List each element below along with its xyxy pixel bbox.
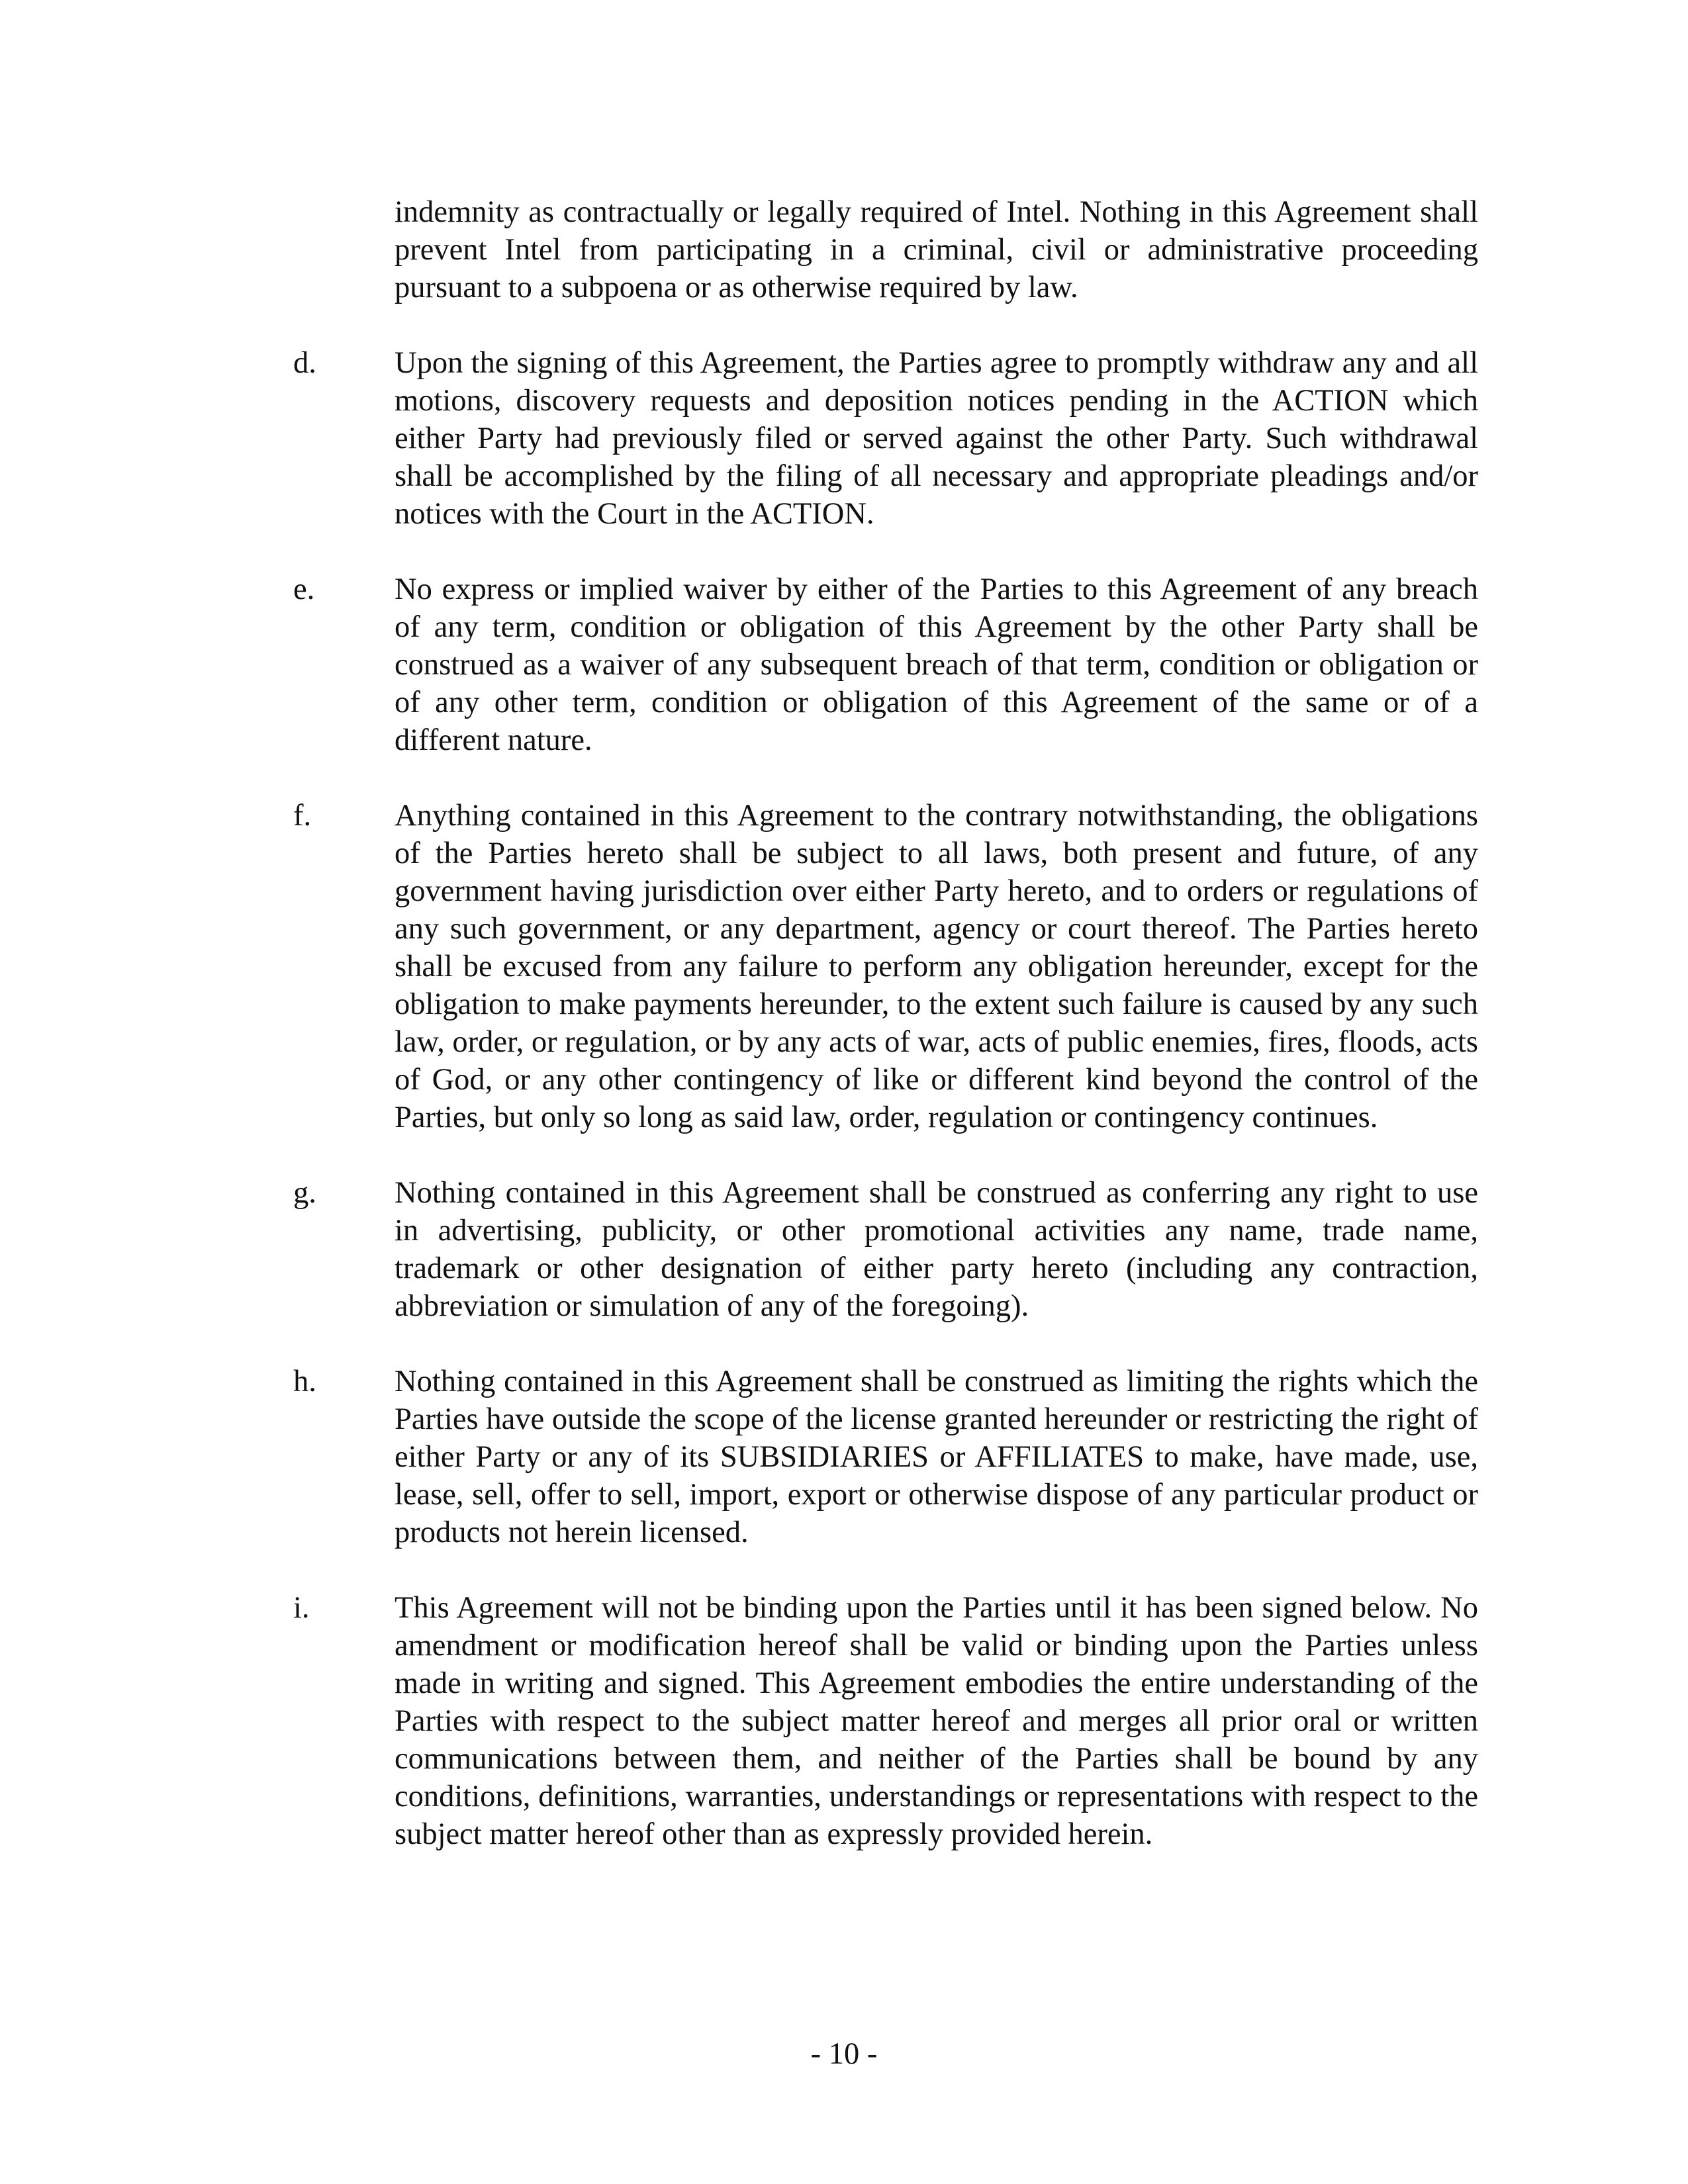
page-number: - 10 - xyxy=(810,2037,878,2071)
clause-text: Anything contained in this Agreement to the contrary notwithstanding, the obligations of the Parties hereto shall be subject to all laws, both present and future, of any government having jurisdiction over either Party hereto, and to orders or regulations of any such government, or any department, agency or court thereof. The Parties hereto shall be excused from any failure to perform any obligation hereunder, except for the obligation to make payments hereunder, to the extent such failure is caused by any such law, order, or regulation, or by any acts of war, acts of public enemies, fires, floods, acts of God, or any other contingency of like or different kind beyond the control of the Parties, but only so long as said law, order, regulation or contingency continues. xyxy=(395,799,1479,1134)
continuation-text: indemnity as contractually or legally required of Intel. Nothing in this Agreement shall prevent Intel from participating in a criminal, civil or administrative proceeding pursuant to a subpoena or as otherwise required by law. xyxy=(395,195,1478,304)
clause-f xyxy=(293,797,1478,1136)
continuation-paragraph xyxy=(293,193,1478,306)
clause-marker: e. xyxy=(293,572,315,606)
clause-e xyxy=(293,570,1478,759)
clause-h xyxy=(293,1363,1478,1551)
clause-text: Nothing contained in this Agreement shall be construed as conferring any right to use in advertising, publicity, or other promotional activities any name, trade name, trademark or other designation of either party hereto (including any contraction, abbreviation or simulation of any of the foregoing). xyxy=(395,1176,1478,1323)
clause-text: No express or implied waiver by either of the Parties to this Agreement of any breach of any term, condition or obligation of this Agreement by the other Party shall be construed as a waiver of any subsequent breach of that term, condition or obligation or of any other term, condition or obligation of this Agreement of the same or of a different nature. xyxy=(395,572,1478,757)
clause-marker: f. xyxy=(293,799,312,833)
clause-marker: g. xyxy=(293,1176,316,1210)
clause-text: Nothing contained in this Agreement shall be construed as limiting the rights which the Parties have outside the scope of the license granted hereunder or restricting the right of either Party or any of its SUBSIDIARIES or AFFILIATES to make, have made, use, lease, sell, offer to sell, import, export or otherwise dispose of any particular product or products not herein licensed. xyxy=(395,1365,1478,1549)
clause-marker: h. xyxy=(293,1365,316,1398)
document-body xyxy=(293,193,1478,1891)
clause-d xyxy=(293,344,1478,533)
clause-g xyxy=(293,1174,1478,1325)
clause-marker: d. xyxy=(293,346,316,380)
clause-i xyxy=(293,1589,1478,1853)
clause-text: Upon the signing of this Agreement, the Parties agree to promptly withdraw any and all motions, discovery requests and deposition notices pending in the ACTION which either Party had previously filed or served against the other Party. Such withdrawal shall be accomplished by the filing of all necessary and appropriate pleadings and/or notices with the Court in the ACTION. xyxy=(395,346,1478,531)
clause-text: This Agreement will not be binding upon the Parties until it has been signed below. No amendment or modification hereof shall be valid or binding upon the Parties unless made in writing and signed. This Agreement embodies the entire understanding of the Parties with respect to the subject matter hereof and merges all prior oral or written communications between them, and neither of the Parties shall be bound by any conditions, definitions, warranties, understandings or representations with respect to the subject matter hereof other than as expressly provided herein. xyxy=(395,1591,1478,1851)
clause-marker: i. xyxy=(293,1591,310,1625)
